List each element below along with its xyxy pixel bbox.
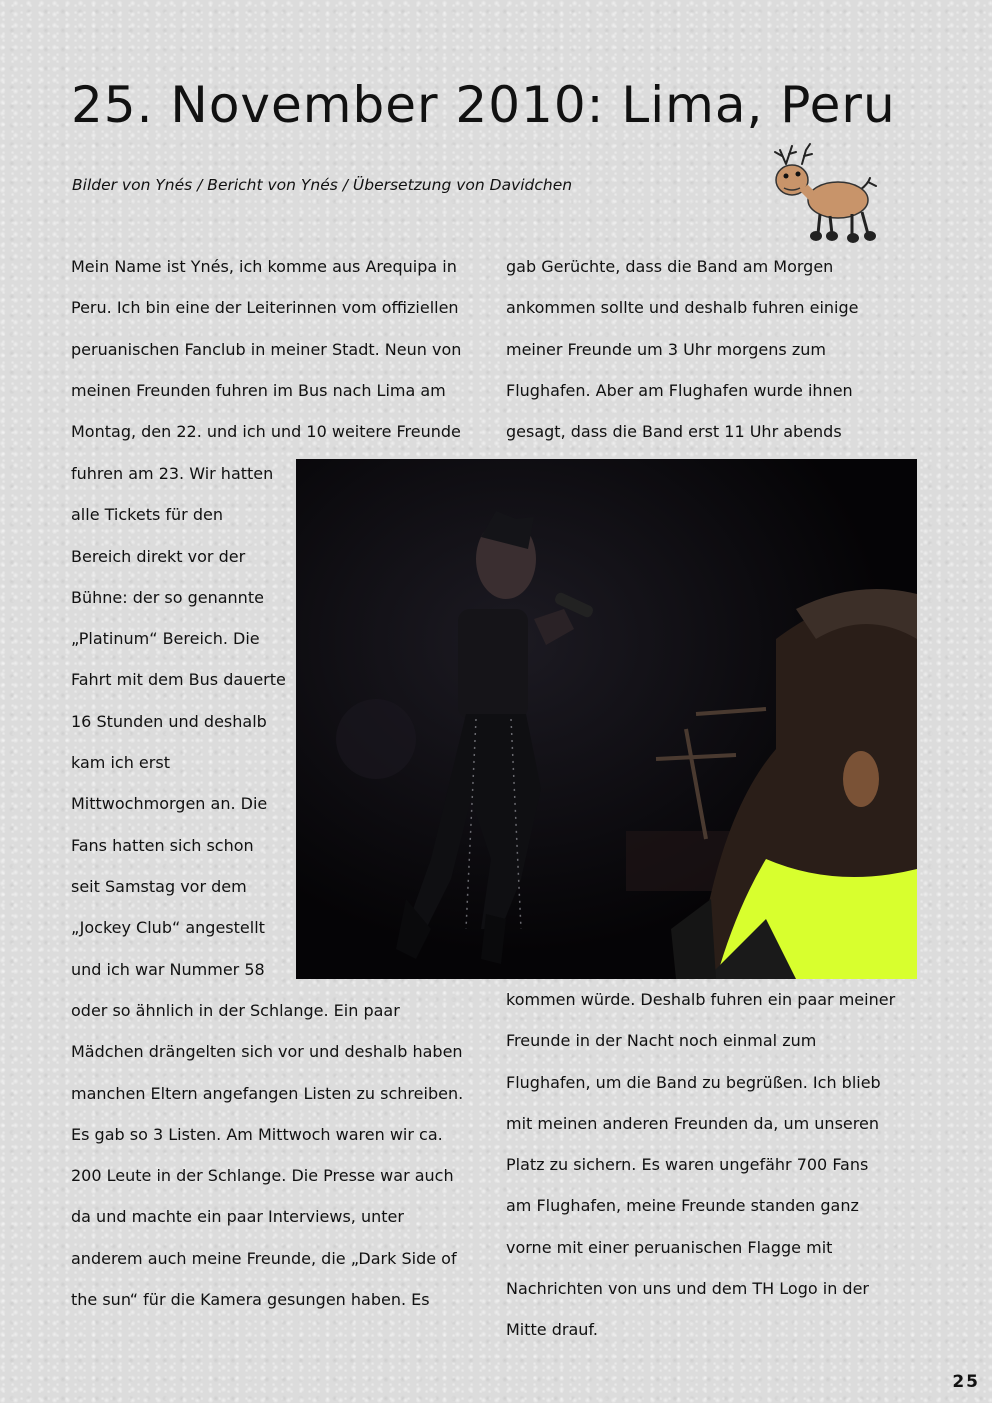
text-line: „Platinum“ Bereich. Die: [71, 629, 260, 649]
text-line: Peru. Ich bin eine der Leiterinnen vom offiziellen: [71, 298, 459, 318]
column-left-top: [71, 246, 461, 452]
text-line: am Flughafen, meine Freunde standen ganz: [506, 1196, 859, 1216]
page-number: 25: [952, 1372, 980, 1392]
text-line: gesagt, dass die Band erst 11 Uhr abends: [506, 422, 842, 442]
column-left-wrap: [71, 453, 286, 990]
text-line: Bühne: der so genannte: [71, 587, 264, 607]
column-right-bottom: [506, 979, 895, 1351]
text-line: 16 Stunden und deshalb: [71, 711, 267, 731]
text-line: meiner Freunde um 3 Uhr morgens zum: [506, 339, 826, 359]
text-line: alle Tickets für den: [71, 505, 223, 525]
article-byline: Bilder von Ynés / Bericht von Ynés / Übersetzung von Davidchen: [72, 176, 573, 194]
text-line: Nachrichten von uns und dem TH Logo in der: [506, 1279, 869, 1299]
text-line: Platz zu sichern. Es waren ungefähr 700 Fans: [506, 1155, 869, 1175]
text-line: Flughafen, um die Band zu begrüßen. Ich blieb: [506, 1072, 881, 1092]
text-line: the sun“ für die Kamera gesungen haben. Es: [71, 1290, 430, 1310]
reindeer-icon: [772, 142, 884, 244]
text-line: seit Samstag vor dem: [71, 876, 247, 896]
text-line: Fans hatten sich schon: [71, 835, 254, 855]
concert-photo: [296, 459, 917, 979]
column-left-bottom: [71, 990, 463, 1320]
text-line: Mitte drauf.: [506, 1320, 598, 1340]
text-line: ankommen sollte und deshalb fuhren einige: [506, 298, 859, 318]
text-line: Mädchen drängelten sich vor und deshalb haben: [71, 1042, 463, 1062]
text-line: Mittwochmorgen an. Die: [71, 794, 268, 814]
text-line: Flughafen. Aber am Flughafen wurde ihnen: [506, 380, 853, 400]
text-line: peruanischen Fanclub in meiner Stadt. Neun von: [71, 339, 462, 359]
text-line: mit meinen anderen Freunden da, um unseren: [506, 1113, 879, 1133]
text-line: da und machte ein paar Interviews, unter: [71, 1207, 404, 1227]
column-right-top: [506, 246, 858, 452]
text-line: „Jockey Club“ angestellt: [71, 918, 265, 938]
text-line: Montag, den 22. und ich und 10 weitere Freunde: [71, 422, 461, 442]
text-line: und ich war Nummer 58: [71, 959, 265, 979]
text-line: Mein Name ist Ynés, ich komme aus Arequipa in: [71, 257, 457, 276]
article-title: 25. November 2010: Lima, Peru: [71, 76, 896, 134]
text-line: oder so ähnlich in der Schlange. Ein paar: [71, 1001, 400, 1020]
text-line: 200 Leute in der Schlange. Die Presse war auch: [71, 1166, 454, 1186]
text-line: manchen Eltern angefangen Listen zu schreiben.: [71, 1083, 464, 1103]
text-line: Fahrt mit dem Bus dauerte: [71, 670, 286, 690]
text-line: Bereich direkt vor der: [71, 546, 246, 566]
text-line: vorne mit einer peruanischen Flagge mit: [506, 1237, 833, 1257]
text-line: gab Gerüchte, dass die Band am Morgen: [506, 257, 834, 276]
text-line: Es gab so 3 Listen. Am Mittwoch waren wir ca.: [71, 1124, 443, 1144]
text-line: kam ich erst: [71, 753, 170, 773]
text-line: Freunde in der Nacht noch einmal zum: [506, 1031, 817, 1051]
text-line: kommen würde. Deshalb fuhren ein paar meiner: [506, 990, 896, 1009]
text-line: meinen Freunden fuhren im Bus nach Lima am: [71, 380, 446, 400]
text-line: anderem auch meine Freunde, die „Dark Side of: [71, 1248, 457, 1268]
text-line: fuhren am 23. Wir hatten: [71, 464, 274, 483]
